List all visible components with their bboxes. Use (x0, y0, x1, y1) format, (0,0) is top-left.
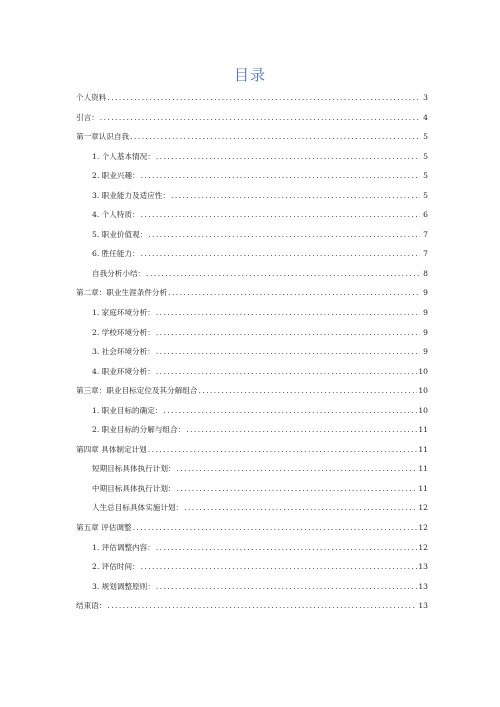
toc-title: 目录 (233, 66, 266, 84)
toc-entry-page-number: 11 (418, 444, 428, 454)
toc-entry-page-number: 9 (423, 347, 428, 357)
toc-entry[interactable] (76, 186, 428, 206)
toc-entry-page-number: 10 (418, 366, 428, 376)
toc-entry-page-number: 11 (418, 483, 428, 493)
toc-leader-dots (177, 479, 418, 499)
toc-entry-label: 2. 职业兴趣： (92, 171, 140, 181)
toc-entry-label: 2. 学校环境分析： (92, 327, 155, 337)
toc-entry[interactable] (76, 127, 428, 147)
toc-entry[interactable] (76, 498, 428, 518)
toc-entry[interactable] (76, 264, 428, 284)
toc-entry-label: 6. 胜任能力： (92, 249, 140, 259)
toc-list (76, 88, 428, 616)
toc-entry-label: 3. 社会环境分析： (92, 347, 155, 357)
toc-entry-label: 个人资料 (76, 93, 107, 102)
toc-entry-page-number: 9 (423, 327, 428, 337)
toc-entry[interactable] (76, 283, 428, 303)
toc-entry-page-number: 7 (423, 229, 428, 239)
toc-entry-page-number: 10 (418, 386, 428, 396)
toc-entry[interactable] (76, 147, 428, 167)
toc-entry[interactable] (76, 362, 428, 382)
toc-leader-dots (156, 147, 420, 167)
toc-entry-label: 5. 职业价值观： (92, 229, 148, 239)
toc-entry-label: 人生总目标具体实施计划： (92, 503, 184, 513)
toc-leader-dots (186, 420, 417, 440)
toc-entry[interactable] (76, 420, 428, 440)
toc-entry[interactable] (76, 303, 428, 323)
toc-entry-page-number: 5 (423, 151, 428, 161)
toc-entry-page-number: 13 (418, 581, 428, 591)
toc-entry-page-number: 9 (423, 308, 428, 318)
toc-entry-label: 短期目标具体执行计划： (92, 464, 176, 474)
toc-leader-dots (184, 498, 417, 518)
toc-leader-dots (148, 440, 418, 460)
toc-leader-dots (199, 381, 418, 401)
toc-entry[interactable] (76, 518, 428, 538)
toc-entry-label: 第四章 具体制定计划 (76, 444, 147, 454)
toc-entry-label: 中期目标具体执行计划： (92, 483, 176, 493)
toc-entry-page-number: 5 (423, 132, 428, 142)
toc-entry-page-number: 8 (423, 268, 428, 278)
toc-leader-dots (141, 557, 418, 577)
toc-entry-label: 结束语： (76, 601, 107, 611)
toc-leader-dots (156, 323, 420, 343)
toc-leader-dots (156, 342, 420, 362)
toc-entry-page-number: 7 (423, 249, 428, 259)
toc-entry-label: 第一章认识自我 (76, 132, 130, 142)
toc-entry[interactable] (76, 538, 428, 558)
toc-entry-page-number: 9 (423, 288, 428, 298)
toc-entry-label: 自我分析小结： (92, 268, 146, 278)
toc-entry-page-number: 10 (418, 405, 428, 415)
toc-entry-label: 1. 个人基本情况： (92, 151, 155, 161)
toc-leader-dots (141, 205, 420, 225)
toc-entry[interactable] (76, 108, 428, 128)
toc-entry[interactable] (76, 557, 428, 577)
toc-leader-dots (141, 166, 420, 186)
toc-entry-label: 3. 规划调整原则： (92, 581, 155, 591)
toc-entry-page-number: 12 (418, 523, 428, 533)
toc-entry[interactable] (76, 342, 428, 362)
toc-entry[interactable] (76, 166, 428, 186)
toc-leader-dots (171, 186, 420, 206)
toc-entry[interactable] (76, 244, 428, 264)
toc-entry-page-number: 6 (423, 210, 428, 220)
toc-leader-dots (130, 127, 420, 147)
toc-entry-label: 4. 个人特质： (92, 210, 140, 220)
toc-entry-page-number: 13 (418, 562, 428, 572)
toc-entry[interactable] (76, 401, 428, 421)
toc-entry-page-number: 11 (418, 425, 428, 435)
toc-leader-dots (177, 459, 418, 479)
toc-leader-dots (156, 303, 420, 323)
toc-leader-dots (107, 88, 420, 108)
toc-leader-dots (107, 596, 417, 616)
toc-entry-label: 引言： (76, 112, 99, 122)
toc-entry[interactable] (76, 205, 428, 225)
toc-entry-label: 1. 评估调整内容： (92, 542, 155, 552)
toc-entry-page-number: 12 (418, 503, 428, 513)
toc-entry-label: 1. 家庭环境分析： (92, 308, 155, 318)
toc-leader-dots (168, 283, 420, 303)
toc-entry[interactable] (76, 479, 428, 499)
toc-entry[interactable] (76, 381, 428, 401)
toc-entry[interactable] (76, 323, 428, 343)
toc-entry[interactable] (76, 88, 428, 108)
toc-entry-label: 2. 评估时间： (92, 562, 140, 572)
toc-leader-dots (163, 401, 417, 421)
toc-entry[interactable] (76, 596, 428, 616)
toc-entry-page-number: 3 (423, 93, 428, 102)
toc-entry[interactable] (76, 440, 428, 460)
toc-entry[interactable] (76, 459, 428, 479)
toc-entry[interactable] (76, 577, 428, 597)
toc-leader-dots (141, 244, 420, 264)
toc-leader-dots (146, 264, 420, 284)
toc-entry-page-number: 13 (418, 601, 428, 611)
toc-entry-page-number: 5 (423, 190, 428, 200)
toc-entry-label: 3. 职业能力及适应性： (92, 190, 171, 200)
toc-entry-label: 第三章：职业目标定位及其分解组合 (76, 386, 198, 396)
toc-leader-dots (148, 225, 420, 245)
toc-entry-page-number: 11 (418, 464, 428, 474)
toc-entry-label: 4. 职业环境分析： (92, 366, 155, 376)
toc-entry-page-number: 12 (418, 542, 428, 552)
toc-leader-dots (100, 108, 420, 128)
toc-entry[interactable] (76, 225, 428, 245)
toc-entry-page-number: 5 (423, 171, 428, 181)
toc-leader-dots (156, 538, 418, 558)
toc-entry-label: 2. 职业目标的分解与组合： (92, 425, 186, 435)
toc-entry-page-number: 4 (423, 112, 428, 122)
toc-entry-label: 1. 职业目标的确定： (92, 405, 163, 415)
toc-leader-dots (133, 518, 418, 538)
toc-entry-label: 第五章 评估调整 (76, 523, 132, 533)
toc-leader-dots (156, 577, 418, 597)
toc-entry-label: 第二章：职业生涯条件分析 (76, 288, 168, 298)
toc-leader-dots (156, 362, 418, 382)
